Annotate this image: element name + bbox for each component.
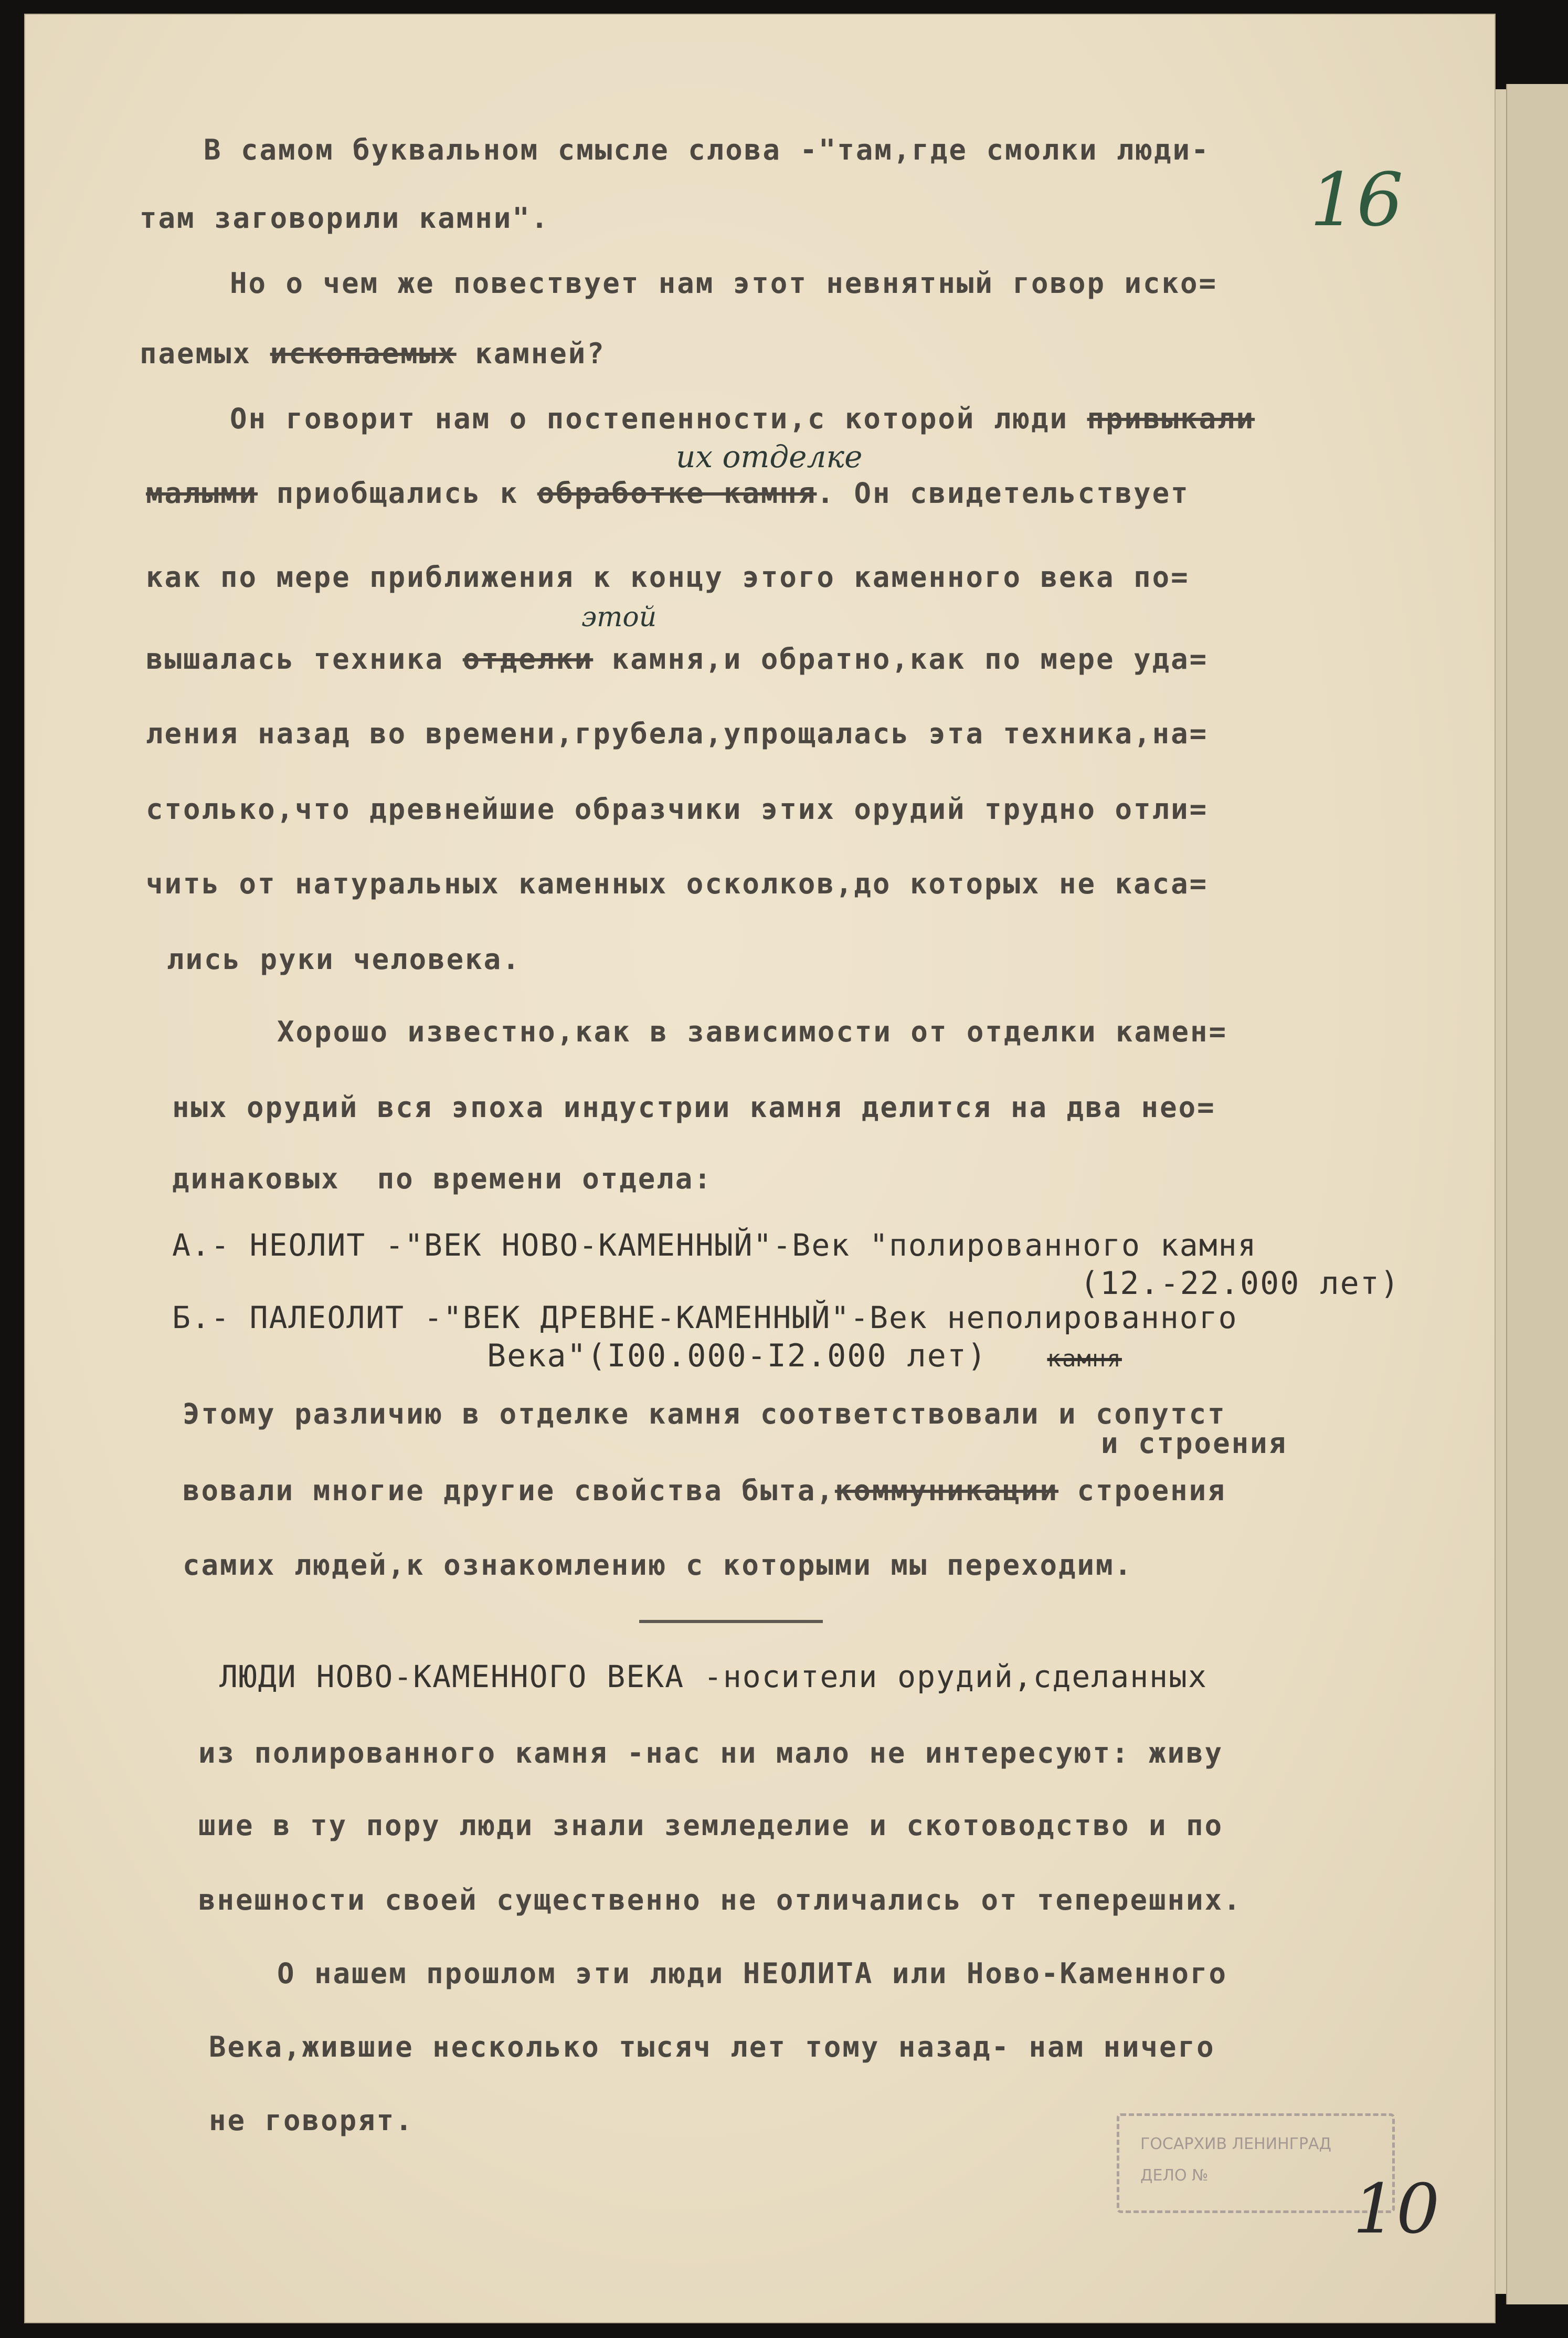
struck-word: малыми	[146, 477, 258, 510]
struck-word: коммуникации	[834, 1474, 1059, 1507]
stamp-line: ДЕЛО №	[1140, 2166, 1209, 2185]
struck-word: ископаемых	[270, 337, 457, 370]
line-22: вовали многие другие свойства быта,коммуникации строения	[183, 1474, 1226, 1507]
line-13: Хорошо известно,как в зависимости от отделки камен=	[277, 1015, 1228, 1048]
line-4: паемых ископаемых камней?	[140, 337, 606, 370]
line-8: вышалась техника отделки камня,и обратно,как по мере уда=	[146, 643, 1209, 676]
line-30: не говорят.	[209, 2104, 414, 2137]
line-26: шие в ту пору люди знали земледелие и скотоводство и по	[198, 1809, 1224, 1842]
line-25: из полированного камня -нас ни мало не интересуют: живу	[198, 1736, 1224, 1770]
line-5: Он говорит нам о постепенности,с которой люди привыкали	[230, 402, 1255, 435]
stamp-line: ГОСАРХИВ ЛЕНИНГРАД	[1140, 2135, 1331, 2153]
struck-word: камня	[1047, 1345, 1122, 1372]
underlying-pages-edge	[1506, 84, 1568, 2304]
handwritten-insert: их отделке	[676, 439, 863, 475]
page-number-top: 16	[1310, 157, 1404, 243]
line-7: как по мере приближения к концу этого каменного века по=	[146, 561, 1190, 594]
struck-word: отделки	[462, 643, 594, 676]
line-20: Этому различию в отделке камня соответствовали и сопутст	[183, 1397, 1226, 1430]
line-16: А.- НЕОЛИТ -"ВЕК НОВО-КАМЕННЫЙ"-Век "полированного камня	[172, 1227, 1257, 1263]
line-17: (12.-22.000 лет)	[1080, 1265, 1400, 1302]
handwritten-insert: этой	[581, 602, 657, 633]
line-19: Века"(I00.000-I2.000 лет) камня	[487, 1337, 1122, 1374]
line-11: чить от натуральных каменных осколков,до которых не каса=	[146, 867, 1209, 900]
line-27: внешности своей существенно не отличались от теперешних.	[198, 1883, 1242, 1916]
line-3: Но о чем же повествует нам этот невнятный говор иско=	[230, 267, 1218, 300]
page-number-bottom: 10	[1353, 2169, 1440, 2249]
line-15: динаковых по времени отдела:	[172, 1162, 713, 1195]
line-14: ных орудий вся эпоха индустрии камня делится на два нео=	[172, 1091, 1216, 1124]
struck-word: обработке камня	[537, 477, 817, 510]
line-10: столько,что древнейшие образчики этих орудий трудно отли=	[146, 793, 1209, 826]
line-18: Б.- ПАЛЕОЛИТ -"ВЕК ДРЕВНЕ-КАМЕННЫЙ"-Век неполированного	[172, 1300, 1238, 1335]
line-21: и строения	[1101, 1427, 1288, 1460]
struck-word: привыкали	[1087, 402, 1255, 435]
line-12: лись руки человека.	[167, 943, 521, 976]
line-9: ления назад во времени,грубела,упрощалась эта техника,на=	[146, 717, 1209, 750]
typed-page	[25, 15, 1495, 2322]
line-29: Века,жившие несколько тысяч лет тому назад- нам ничего	[209, 2030, 1215, 2063]
line-1: В самом буквальном смысле слова -"там,где смолки люди-	[204, 133, 1210, 166]
line-6: малыми приобщались к обработке камня. Он свидетельствует	[146, 477, 1190, 510]
line-2: там заговорили камни".	[140, 202, 550, 235]
section-divider	[639, 1620, 823, 1623]
line-28: О нашем прошлом эти люди НЕОЛИТА или Ново-Каменного	[277, 1957, 1228, 1990]
line-24: ЛЮДИ НОВО-КАМЕННОГО ВЕКА -носители орудий,сделанных	[219, 1659, 1207, 1694]
line-23: самих людей,к ознакомлению с которыми мы переходим.	[183, 1549, 1133, 1582]
